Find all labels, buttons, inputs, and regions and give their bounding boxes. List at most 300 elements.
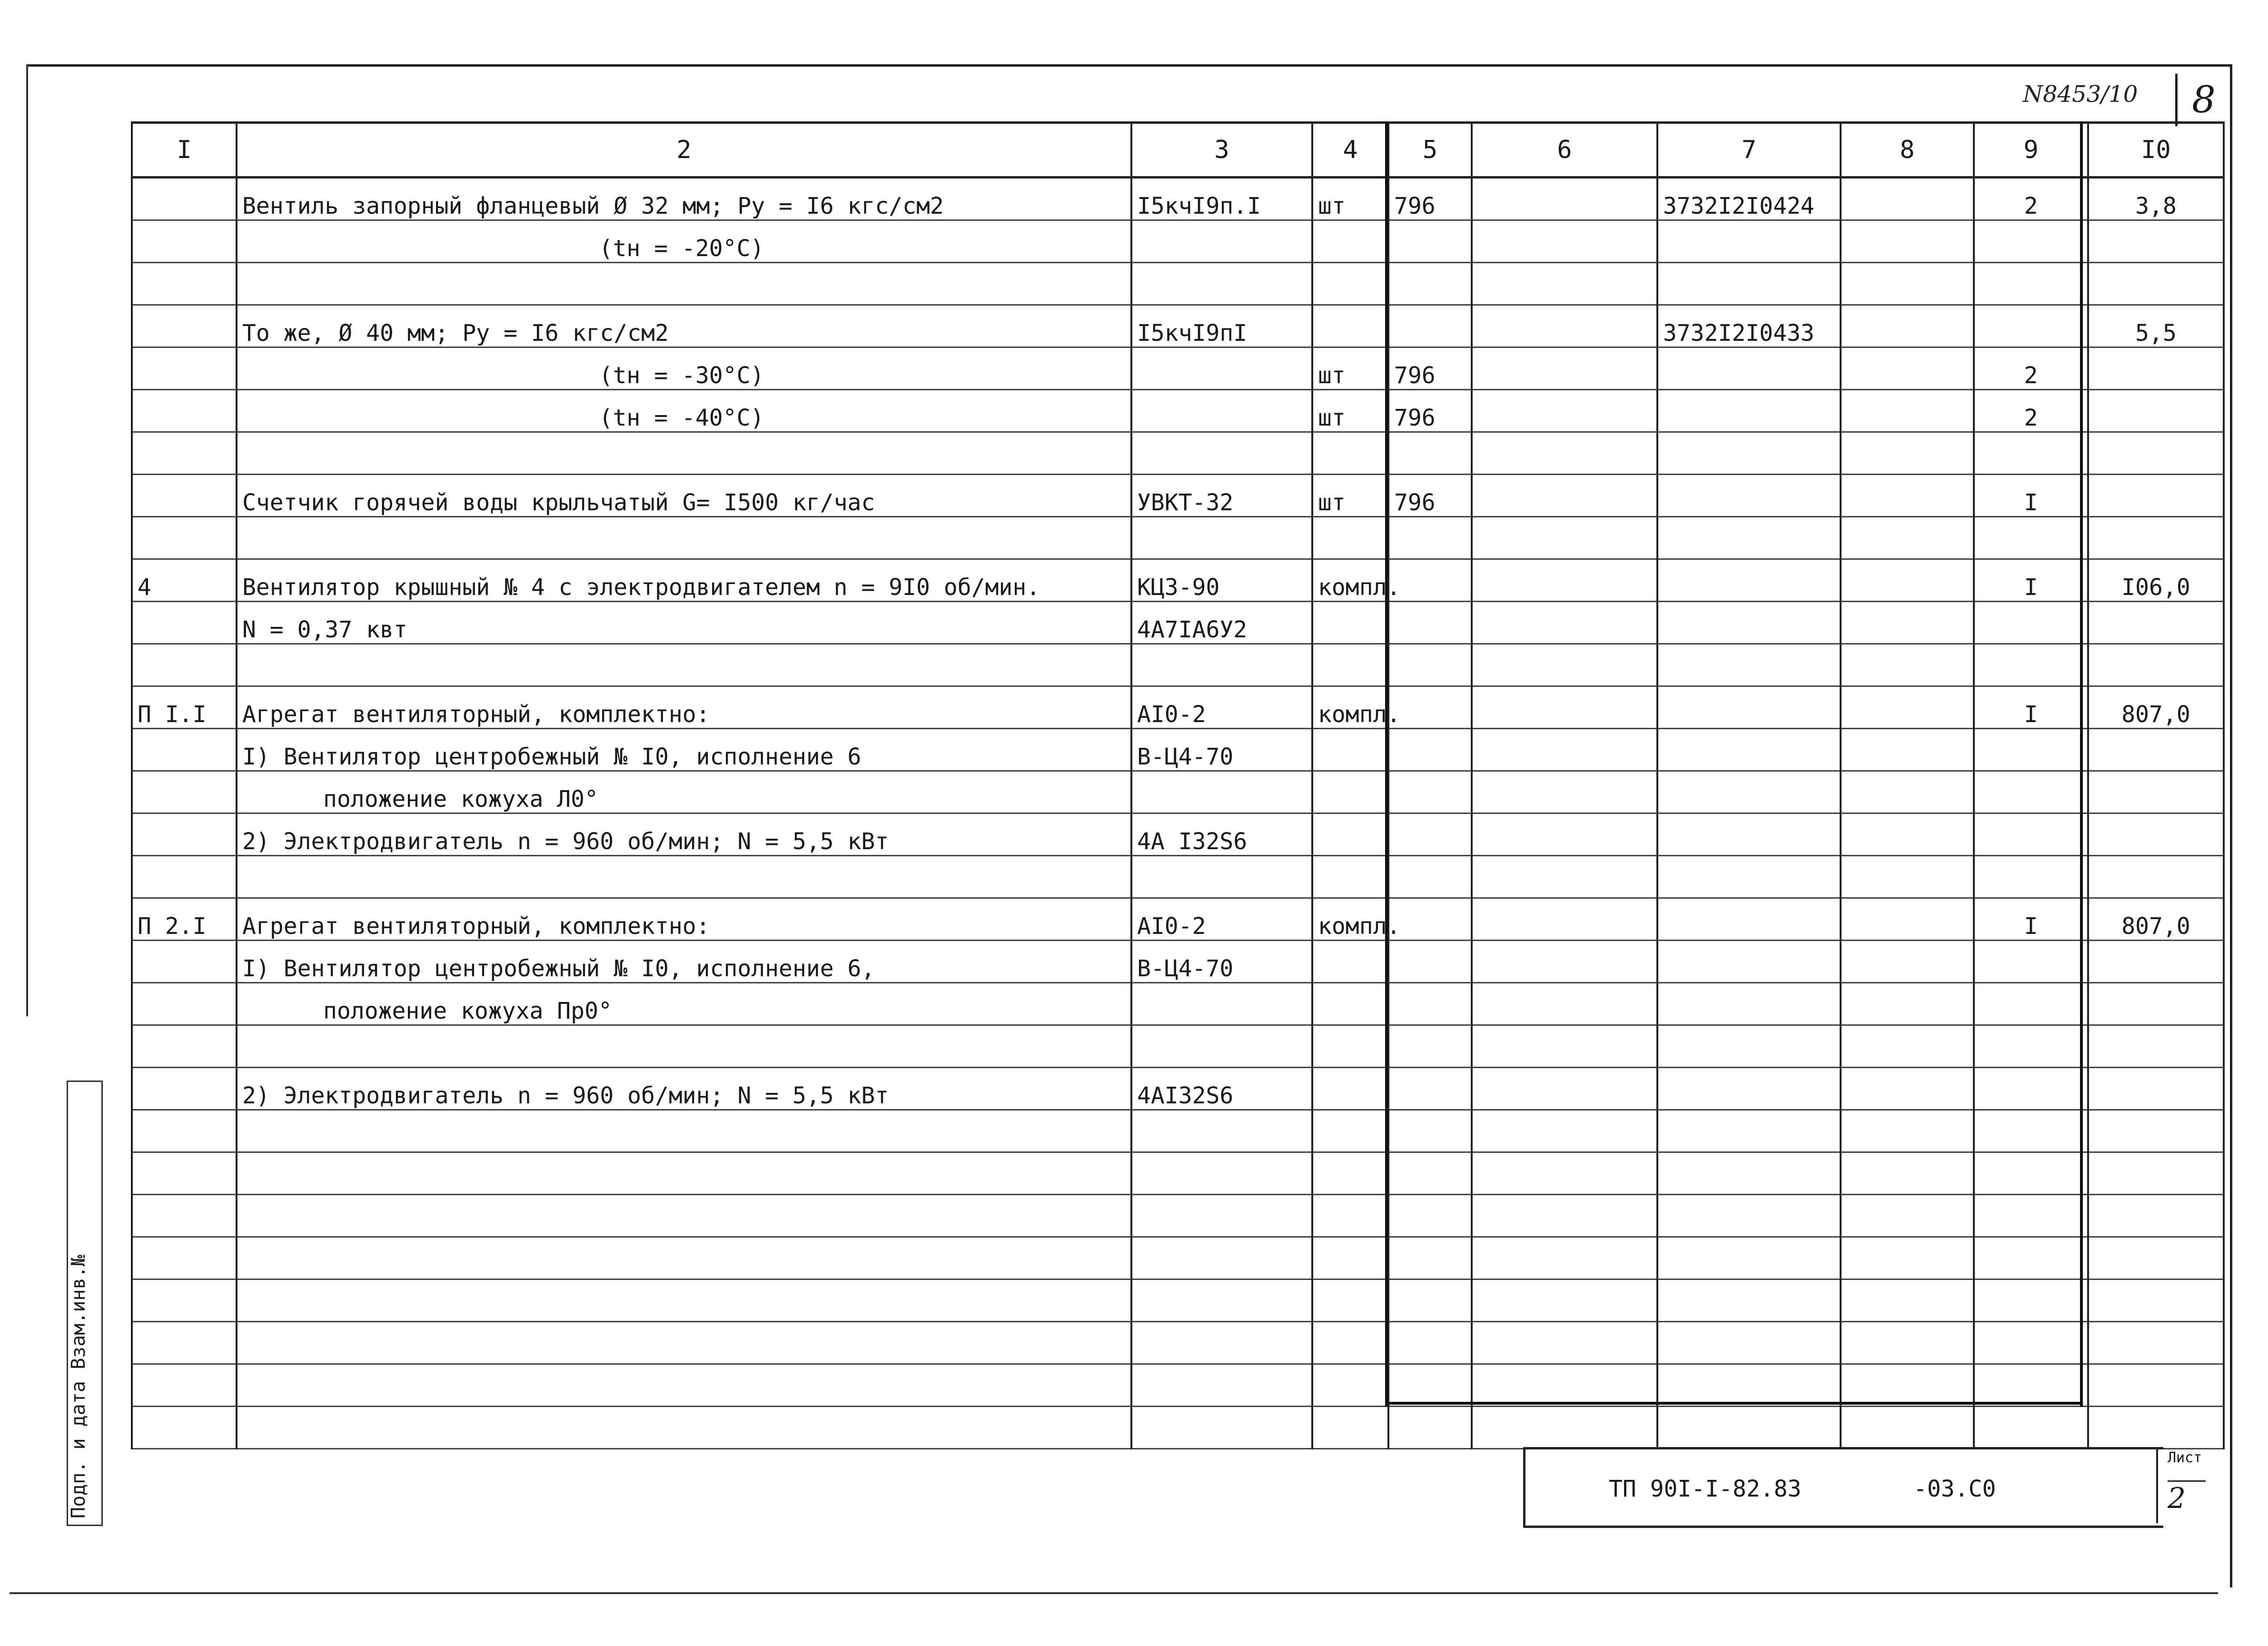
cell-col9: 2 — [1974, 390, 2088, 432]
table-row — [132, 602, 2224, 644]
cell-col5: 796 — [1388, 475, 1472, 517]
cell-col6 — [1472, 1152, 1657, 1195]
cell-col4 — [1312, 263, 1388, 305]
cell-col2: Счетчик горячей воды крыльчатый G= I500 кг/час — [237, 475, 1131, 517]
cell-col4 — [1312, 1237, 1388, 1279]
cell-col5 — [1388, 1068, 1472, 1110]
cell-col9 — [1974, 1152, 2088, 1195]
cell-col1 — [132, 983, 237, 1025]
cell-col5 — [1388, 1279, 1472, 1322]
cell-col7 — [1657, 1110, 1841, 1152]
table-row — [132, 771, 2224, 813]
cell-col9 — [1974, 983, 2088, 1025]
cell-col10 — [2088, 1364, 2224, 1407]
cell-col8 — [1841, 602, 1974, 644]
cell-col10: 3,8 — [2088, 178, 2224, 220]
table-row — [132, 178, 2224, 220]
cell-col9 — [1974, 305, 2088, 347]
cell-col2: Агрегат вентиляторный, комплектно: — [237, 686, 1131, 729]
cell-col1 — [132, 263, 237, 305]
cell-col10 — [2088, 1025, 2224, 1068]
cell-col9 — [1974, 263, 2088, 305]
cell-col8 — [1841, 729, 1974, 771]
cell-col3: I5кчI9пI — [1131, 305, 1312, 347]
table-row — [132, 1068, 2224, 1110]
cell-col8 — [1841, 898, 1974, 941]
cell-col7 — [1657, 1152, 1841, 1195]
table-row — [132, 517, 2224, 559]
side-stamp-text: Подп. и дата Взам.инв.№ — [68, 1255, 89, 1518]
cell-col6 — [1472, 178, 1657, 220]
cell-col5 — [1388, 432, 1472, 475]
cell-col9 — [1974, 1364, 2088, 1407]
sheet-num: 2 — [2168, 1480, 2206, 1515]
column-header-7: 7 — [1657, 123, 1841, 178]
cell-col2: Вентиль запорный фланцевый Ø 32 мм; Ру = I6 кгс/см2 — [237, 178, 1131, 220]
cell-col8 — [1841, 390, 1974, 432]
cell-col3 — [1131, 390, 1312, 432]
cell-col4 — [1312, 305, 1388, 347]
table-row — [132, 1195, 2224, 1237]
cell-col10 — [2088, 941, 2224, 983]
cell-col3: В-Ц4-70 — [1131, 729, 1312, 771]
cell-col6 — [1472, 1195, 1657, 1237]
table-row — [132, 1152, 2224, 1195]
column-header-3: 3 — [1131, 123, 1312, 178]
cell-col4: шт — [1312, 347, 1388, 390]
cell-col10 — [2088, 1068, 2224, 1110]
cell-col10 — [2088, 813, 2224, 856]
cell-col2 — [237, 1364, 1131, 1407]
cell-col10 — [2088, 517, 2224, 559]
cell-col9 — [1974, 1237, 2088, 1279]
table-row — [132, 1025, 2224, 1068]
cell-col4: компл. — [1312, 559, 1388, 602]
cell-col3: 4А7IА6У2 — [1131, 602, 1312, 644]
cell-col8 — [1841, 178, 1974, 220]
cell-col1 — [132, 1025, 237, 1068]
cell-col7 — [1657, 644, 1841, 686]
cell-col7 — [1657, 771, 1841, 813]
cell-col2 — [237, 1152, 1131, 1195]
cell-col7 — [1657, 347, 1841, 390]
cell-col5: 796 — [1388, 178, 1472, 220]
cell-col6 — [1472, 347, 1657, 390]
table-row — [132, 1237, 2224, 1279]
cell-col7 — [1657, 263, 1841, 305]
cell-col7 — [1657, 1322, 1841, 1364]
cell-col5 — [1388, 686, 1472, 729]
cell-col2 — [237, 1110, 1131, 1152]
thick-divider-col5 — [1385, 121, 1388, 1407]
cell-col10 — [2088, 856, 2224, 898]
cell-col8 — [1841, 1237, 1974, 1279]
cell-col4 — [1312, 432, 1388, 475]
document-code: ТП 90I-I-82.83 — [1609, 1476, 1802, 1502]
cell-col3 — [1131, 432, 1312, 475]
cell-col1 — [132, 475, 237, 517]
cell-col8 — [1841, 1110, 1974, 1152]
cell-col6 — [1472, 1407, 1657, 1449]
cell-col1 — [132, 517, 237, 559]
cell-col9 — [1974, 1195, 2088, 1237]
cell-col8 — [1841, 686, 1974, 729]
cell-col6 — [1472, 1279, 1657, 1322]
cell-col3 — [1131, 220, 1312, 263]
cell-col1 — [132, 1279, 237, 1322]
cell-col9: 2 — [1974, 347, 2088, 390]
frame-left-edge — [26, 64, 28, 1016]
cell-col10 — [2088, 771, 2224, 813]
cell-col3 — [1131, 1364, 1312, 1407]
cell-col5 — [1388, 898, 1472, 941]
cell-col4 — [1312, 517, 1388, 559]
cell-col7: 3732I2I0424 — [1657, 178, 1841, 220]
cell-col1 — [132, 729, 237, 771]
cell-col4 — [1312, 941, 1388, 983]
cell-col4 — [1312, 729, 1388, 771]
table-row — [132, 347, 2224, 390]
cell-col2 — [237, 432, 1131, 475]
cell-col10: 807,0 — [2088, 686, 2224, 729]
cell-col1 — [132, 602, 237, 644]
cell-col5 — [1388, 813, 1472, 856]
cell-col4 — [1312, 1364, 1388, 1407]
cell-col10 — [2088, 432, 2224, 475]
cell-col8 — [1841, 347, 1974, 390]
cell-col7 — [1657, 729, 1841, 771]
cell-col3 — [1131, 856, 1312, 898]
cell-col9 — [1974, 1110, 2088, 1152]
cell-col6 — [1472, 686, 1657, 729]
table-row — [132, 1110, 2224, 1152]
cell-col4 — [1312, 983, 1388, 1025]
cell-col1 — [132, 856, 237, 898]
cell-col7 — [1657, 1279, 1841, 1322]
cell-col5 — [1388, 771, 1472, 813]
cell-col6 — [1472, 602, 1657, 644]
cell-col8 — [1841, 305, 1974, 347]
cell-col5 — [1388, 983, 1472, 1025]
cell-col10 — [2088, 729, 2224, 771]
cell-col1 — [132, 941, 237, 983]
cell-col3: В-Ц4-70 — [1131, 941, 1312, 983]
cell-col9 — [1974, 602, 2088, 644]
cell-col4: компл. — [1312, 898, 1388, 941]
column-header-1: I — [132, 123, 237, 178]
cell-col5 — [1388, 263, 1472, 305]
cell-col7 — [1657, 475, 1841, 517]
table-row — [132, 686, 2224, 729]
table-row — [132, 813, 2224, 856]
cell-col7 — [1657, 1407, 1841, 1449]
cell-col1 — [132, 178, 237, 220]
cell-col4 — [1312, 1025, 1388, 1068]
cell-col7 — [1657, 602, 1841, 644]
cell-col6 — [1472, 390, 1657, 432]
cell-col6 — [1472, 898, 1657, 941]
cell-col8 — [1841, 432, 1974, 475]
cell-col9 — [1974, 1025, 2088, 1068]
table-row — [132, 983, 2224, 1025]
cell-col8 — [1841, 1407, 1974, 1449]
cell-col9 — [1974, 771, 2088, 813]
cell-col3: АI0-2 — [1131, 898, 1312, 941]
cell-col5 — [1388, 1364, 1472, 1407]
cell-col8 — [1841, 1364, 1974, 1407]
cell-col8 — [1841, 517, 1974, 559]
page-number: 8 — [2175, 74, 2230, 126]
cell-col10 — [2088, 1407, 2224, 1449]
cell-col2 — [237, 1195, 1131, 1237]
cell-col7 — [1657, 898, 1841, 941]
cell-col1: П I.I — [132, 686, 237, 729]
cell-col3 — [1131, 347, 1312, 390]
table-row — [132, 644, 2224, 686]
cell-col10 — [2088, 1279, 2224, 1322]
cell-col7: 3732I2I0433 — [1657, 305, 1841, 347]
cell-col9: I — [1974, 559, 2088, 602]
cell-col10 — [2088, 475, 2224, 517]
cell-col6 — [1472, 1364, 1657, 1407]
cell-col6 — [1472, 475, 1657, 517]
cell-col6 — [1472, 729, 1657, 771]
cell-col8 — [1841, 1195, 1974, 1237]
cell-col10 — [2088, 1322, 2224, 1364]
cell-col6 — [1472, 1068, 1657, 1110]
cell-col5 — [1388, 729, 1472, 771]
cell-col2: 2) Электродвигатель n = 960 об/мин; N = 5,5 кВт — [237, 813, 1131, 856]
cell-col4 — [1312, 220, 1388, 263]
cell-col5 — [1388, 559, 1472, 602]
cell-col6 — [1472, 517, 1657, 559]
cell-col2: (tн = -40°C) — [237, 390, 1131, 432]
cell-col7 — [1657, 1237, 1841, 1279]
cell-col2: положение кожуха Пр0° — [237, 983, 1131, 1025]
cell-col7 — [1657, 856, 1841, 898]
cell-col7 — [1657, 390, 1841, 432]
cell-col10 — [2088, 1195, 2224, 1237]
table-row — [132, 1322, 2224, 1364]
cell-col9: I — [1974, 475, 2088, 517]
cell-col1 — [132, 771, 237, 813]
cell-col4 — [1312, 771, 1388, 813]
cell-col5 — [1388, 1407, 1472, 1449]
cell-col5: 796 — [1388, 390, 1472, 432]
thick-divider-bottom — [1385, 1402, 2080, 1405]
cell-col3 — [1131, 1407, 1312, 1449]
cell-col6 — [1472, 771, 1657, 813]
cell-col8 — [1841, 813, 1974, 856]
cell-col3: 4А I32S6 — [1131, 813, 1312, 856]
cell-col9: I — [1974, 898, 2088, 941]
cell-col1 — [132, 813, 237, 856]
cell-col4: шт — [1312, 178, 1388, 220]
table-row — [132, 898, 2224, 941]
cell-col6 — [1472, 432, 1657, 475]
cell-col8 — [1841, 475, 1974, 517]
cell-col9 — [1974, 517, 2088, 559]
table-row — [132, 475, 2224, 517]
cell-col4 — [1312, 602, 1388, 644]
cell-col3 — [1131, 1195, 1312, 1237]
cell-col5 — [1388, 1025, 1472, 1068]
cell-col5 — [1388, 305, 1472, 347]
cell-col2: I) Вентилятор центробежный № I0, исполнение 6, — [237, 941, 1131, 983]
cell-col7 — [1657, 813, 1841, 856]
cell-col3 — [1131, 771, 1312, 813]
cell-col7 — [1657, 559, 1841, 602]
table-row — [132, 1364, 2224, 1407]
table-row — [132, 1407, 2224, 1449]
cell-col8 — [1841, 1322, 1974, 1364]
cell-col6 — [1472, 644, 1657, 686]
cell-col6 — [1472, 983, 1657, 1025]
cell-col2 — [237, 644, 1131, 686]
cell-col7 — [1657, 1195, 1841, 1237]
cell-col6 — [1472, 856, 1657, 898]
cell-col9 — [1974, 856, 2088, 898]
cell-col5 — [1388, 1237, 1472, 1279]
cell-col7 — [1657, 686, 1841, 729]
cell-col10: 5,5 — [2088, 305, 2224, 347]
cell-col5: 796 — [1388, 347, 1472, 390]
cell-col5 — [1388, 602, 1472, 644]
cell-col2: N = 0,37 квт — [237, 602, 1131, 644]
cell-col2 — [237, 1279, 1131, 1322]
cell-col5 — [1388, 644, 1472, 686]
cell-col9 — [1974, 644, 2088, 686]
cell-col6 — [1472, 263, 1657, 305]
table-row — [132, 220, 2224, 263]
cell-col8 — [1841, 559, 1974, 602]
cell-col8 — [1841, 1068, 1974, 1110]
cell-col1 — [132, 1152, 237, 1195]
cell-col9 — [1974, 941, 2088, 983]
cell-col1 — [132, 432, 237, 475]
cell-col8 — [1841, 771, 1974, 813]
cell-col2: (tн = -30°C) — [237, 347, 1131, 390]
cell-col3 — [1131, 644, 1312, 686]
cell-col3 — [1131, 1025, 1312, 1068]
cell-col5 — [1388, 941, 1472, 983]
cell-col2: Агрегат вентиляторный, комплектно: — [237, 898, 1131, 941]
cell-col10 — [2088, 390, 2224, 432]
cell-col10 — [2088, 644, 2224, 686]
table-row — [132, 559, 2224, 602]
column-header-5: 5 — [1388, 123, 1472, 178]
cell-col4 — [1312, 1279, 1388, 1322]
cell-col8 — [1841, 1279, 1974, 1322]
cell-col10 — [2088, 602, 2224, 644]
cell-col3 — [1131, 517, 1312, 559]
table-row — [132, 390, 2224, 432]
cell-col6 — [1472, 305, 1657, 347]
table-row — [132, 856, 2224, 898]
cell-col1: П 2.I — [132, 898, 237, 941]
cell-col4: шт — [1312, 475, 1388, 517]
cell-col2 — [237, 856, 1131, 898]
column-header-10: I0 — [2088, 123, 2224, 178]
column-header-9: 9 — [1974, 123, 2088, 178]
cell-col9 — [1974, 1279, 2088, 1322]
cell-col3 — [1131, 1279, 1312, 1322]
cell-col8 — [1841, 856, 1974, 898]
cell-col4: шт — [1312, 390, 1388, 432]
specification-table — [131, 121, 2225, 1449]
cell-col4 — [1312, 644, 1388, 686]
cell-col3 — [1131, 1322, 1312, 1364]
cell-col10: 807,0 — [2088, 898, 2224, 941]
cell-col3 — [1131, 983, 1312, 1025]
cell-col8 — [1841, 1152, 1974, 1195]
cell-col9 — [1974, 729, 2088, 771]
cell-col10 — [2088, 1237, 2224, 1279]
cell-col10: I06,0 — [2088, 559, 2224, 602]
cell-col6 — [1472, 1110, 1657, 1152]
cell-col7 — [1657, 1068, 1841, 1110]
cell-col6 — [1472, 559, 1657, 602]
cell-col7 — [1657, 1364, 1841, 1407]
title-block-sheet — [2156, 1447, 2210, 1523]
cell-col2 — [237, 263, 1131, 305]
cell-col6 — [1472, 941, 1657, 983]
cell-col2 — [237, 1322, 1131, 1364]
cell-col3: I5кчI9п.I — [1131, 178, 1312, 220]
cell-col10 — [2088, 220, 2224, 263]
cell-col3: УВКТ-32 — [1131, 475, 1312, 517]
cell-col10 — [2088, 347, 2224, 390]
cell-col7 — [1657, 983, 1841, 1025]
cell-col6 — [1472, 1322, 1657, 1364]
cell-col4 — [1312, 1068, 1388, 1110]
cell-col9 — [1974, 1068, 2088, 1110]
cell-col1 — [132, 220, 237, 263]
document-code-suffix: -03.С0 — [1913, 1476, 1996, 1502]
column-header-6: 6 — [1472, 123, 1657, 178]
cell-col2: положение кожуха Л0° — [237, 771, 1131, 813]
cell-col1: 4 — [132, 559, 237, 602]
cell-col6 — [1472, 813, 1657, 856]
sheet-label: Лист — [2168, 1449, 2202, 1466]
cell-col8 — [1841, 644, 1974, 686]
cell-col10 — [2088, 263, 2224, 305]
cell-col6 — [1472, 1025, 1657, 1068]
cell-col5 — [1388, 1322, 1472, 1364]
frame-bottom-line — [10, 1592, 2218, 1594]
cell-col1 — [132, 1407, 237, 1449]
sheet-number: N8453/10 — [2023, 81, 2138, 108]
table-row — [132, 941, 2224, 983]
cell-col2: (tн = -20°C) — [237, 220, 1131, 263]
cell-col1 — [132, 1110, 237, 1152]
column-header-4: 4 — [1312, 123, 1388, 178]
cell-col7 — [1657, 517, 1841, 559]
cell-col2: I) Вентилятор центробежный № I0, исполнение 6 — [237, 729, 1131, 771]
cell-col4 — [1312, 1407, 1388, 1449]
cell-col3 — [1131, 1110, 1312, 1152]
cell-col1 — [132, 1364, 237, 1407]
cell-col2: Вентилятор крышный № 4 с электродвигателем n = 9I0 об/мин. — [237, 559, 1131, 602]
cell-col5 — [1388, 1152, 1472, 1195]
cell-col3: КЦ3-90 — [1131, 559, 1312, 602]
cell-col1 — [132, 1237, 237, 1279]
cell-col2: То же, Ø 40 мм; Ру = I6 кгс/см2 — [237, 305, 1131, 347]
cell-col9 — [1974, 1322, 2088, 1364]
cell-col9: 2 — [1974, 178, 2088, 220]
cell-col3 — [1131, 1152, 1312, 1195]
cell-col8 — [1841, 941, 1974, 983]
